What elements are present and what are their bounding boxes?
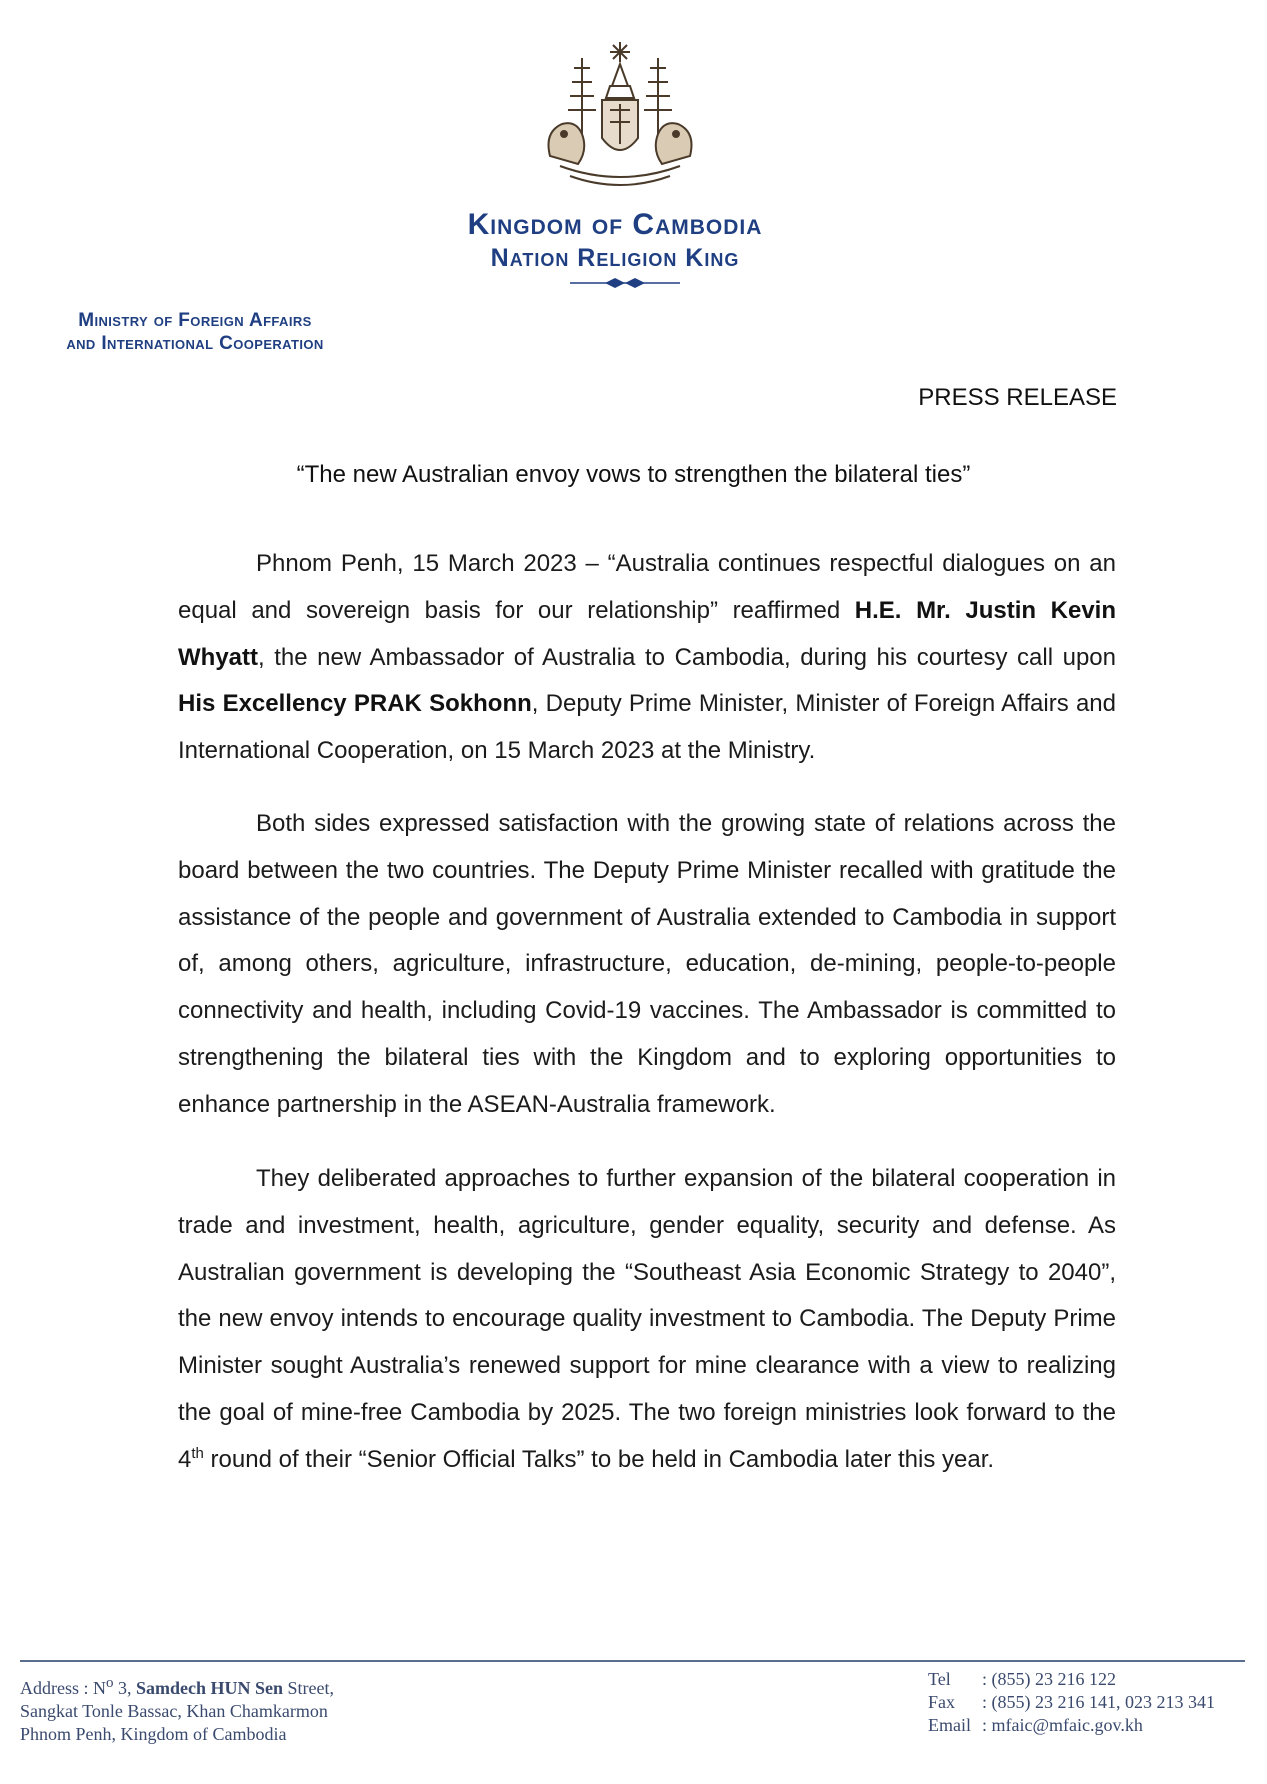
address-street-bold: Samdech HUN bbox=[136, 1678, 251, 1698]
kingdom-title: Kingdom of Cambodia bbox=[467, 208, 763, 241]
email-link[interactable]: : mfaic@mfaic.gov.kh bbox=[982, 1715, 1143, 1735]
fax-value: : (855) 23 216 141, 023 213 341 bbox=[982, 1692, 1215, 1712]
p1-text-e: , Deputy Prime Minister, Minister of Foreign Affairs and International Cooperation, on 15 March 2023 at the Ministry. bbox=[178, 690, 1116, 765]
footer-divider bbox=[20, 1660, 1245, 1662]
address-line2: Sangkat Tonle Bassac, Khan Chamkarmon bbox=[20, 1701, 328, 1721]
tel-label: Tel bbox=[928, 1669, 951, 1689]
ministry-name-line1: Ministry of Foreign Affairs bbox=[78, 310, 312, 331]
tel-value: : (855) 23 216 122 bbox=[982, 1669, 1116, 1689]
ambassador-name: H.E. Mr. Justin Kevin Whyatt bbox=[178, 596, 1116, 671]
ornament-divider-icon bbox=[570, 277, 680, 289]
deputy-pm-name: His Excellency PRAK Sokhonn bbox=[178, 690, 532, 718]
footer-address bbox=[20, 1677, 334, 1746]
paragraph-2 bbox=[178, 801, 1116, 1129]
paragraph-1 bbox=[178, 541, 1116, 775]
p2-text: Both sides expressed satisfaction with the growing state of relations across the board between the two countries. The Deputy Prime Minister recalled with gratitude the assistance of the people and government of Australia extended to Cambodia in support of, among others, agriculture, infrastructure, education, de-mining, people-to-people connectivity and health, including Covid-19 vaccines. The Ambassador is committed to strengthening the bilateral ties with the Kingdom and to exploring opportunities to enhance partnership in the ASEAN-Australia framework. bbox=[178, 810, 1116, 1118]
headline: “The new Australian envoy vows to strengthen the bilateral ties” bbox=[296, 461, 971, 488]
royal-arms-of-cambodia-icon bbox=[530, 38, 710, 198]
paragraph-3 bbox=[178, 1156, 1116, 1484]
address-street-bold2: Sen bbox=[255, 1678, 284, 1698]
p1-text-a: Phnom Penh, 15 March 2023 – “Australia continues respectful dialogues on an equal and sovereign basis for our relationship” reaffirmed bbox=[178, 550, 1116, 624]
p3-text-b: round of their “Senior Official Talks” to be held in Cambodia later this year. bbox=[203, 1445, 995, 1473]
ordinal-suffix: th bbox=[191, 1444, 204, 1462]
ministry-name-line2: and International Cooperation bbox=[66, 333, 324, 354]
press-release-label: PRESS RELEASE bbox=[918, 384, 1117, 411]
p1-text-c: , the new Ambassador of Australia to Cambodia, during his courtesy call upon bbox=[258, 643, 1116, 671]
p3-text-a: They deliberated approaches to further expansion of the bilateral cooperation in trade and investment, health, agriculture, gender equality, security and defense. As Australian government is developing the “Southeast Asia Economic Strategy to 2040”, the new envoy intends to encourage quality investment to Cambodia. The Deputy Prime Minister sought Australia’s renewed support for mine clearance with a view to realizing the goal of mine-free Cambodia by 2025. The two foreign ministries look forward to the 4 bbox=[178, 1165, 1116, 1473]
footer-contact bbox=[928, 1668, 1215, 1737]
address-line3: Phnom Penh, Kingdom of Cambodia bbox=[20, 1724, 287, 1744]
address-no-sup: o bbox=[106, 1675, 114, 1691]
fax-label: Fax bbox=[928, 1692, 955, 1712]
address-number: 3, bbox=[113, 1678, 136, 1698]
address-street: Street, bbox=[283, 1678, 335, 1698]
email-label: Email bbox=[928, 1715, 971, 1735]
address-label: Address : N bbox=[20, 1678, 106, 1698]
national-motto: Nation Religion King bbox=[490, 244, 740, 272]
